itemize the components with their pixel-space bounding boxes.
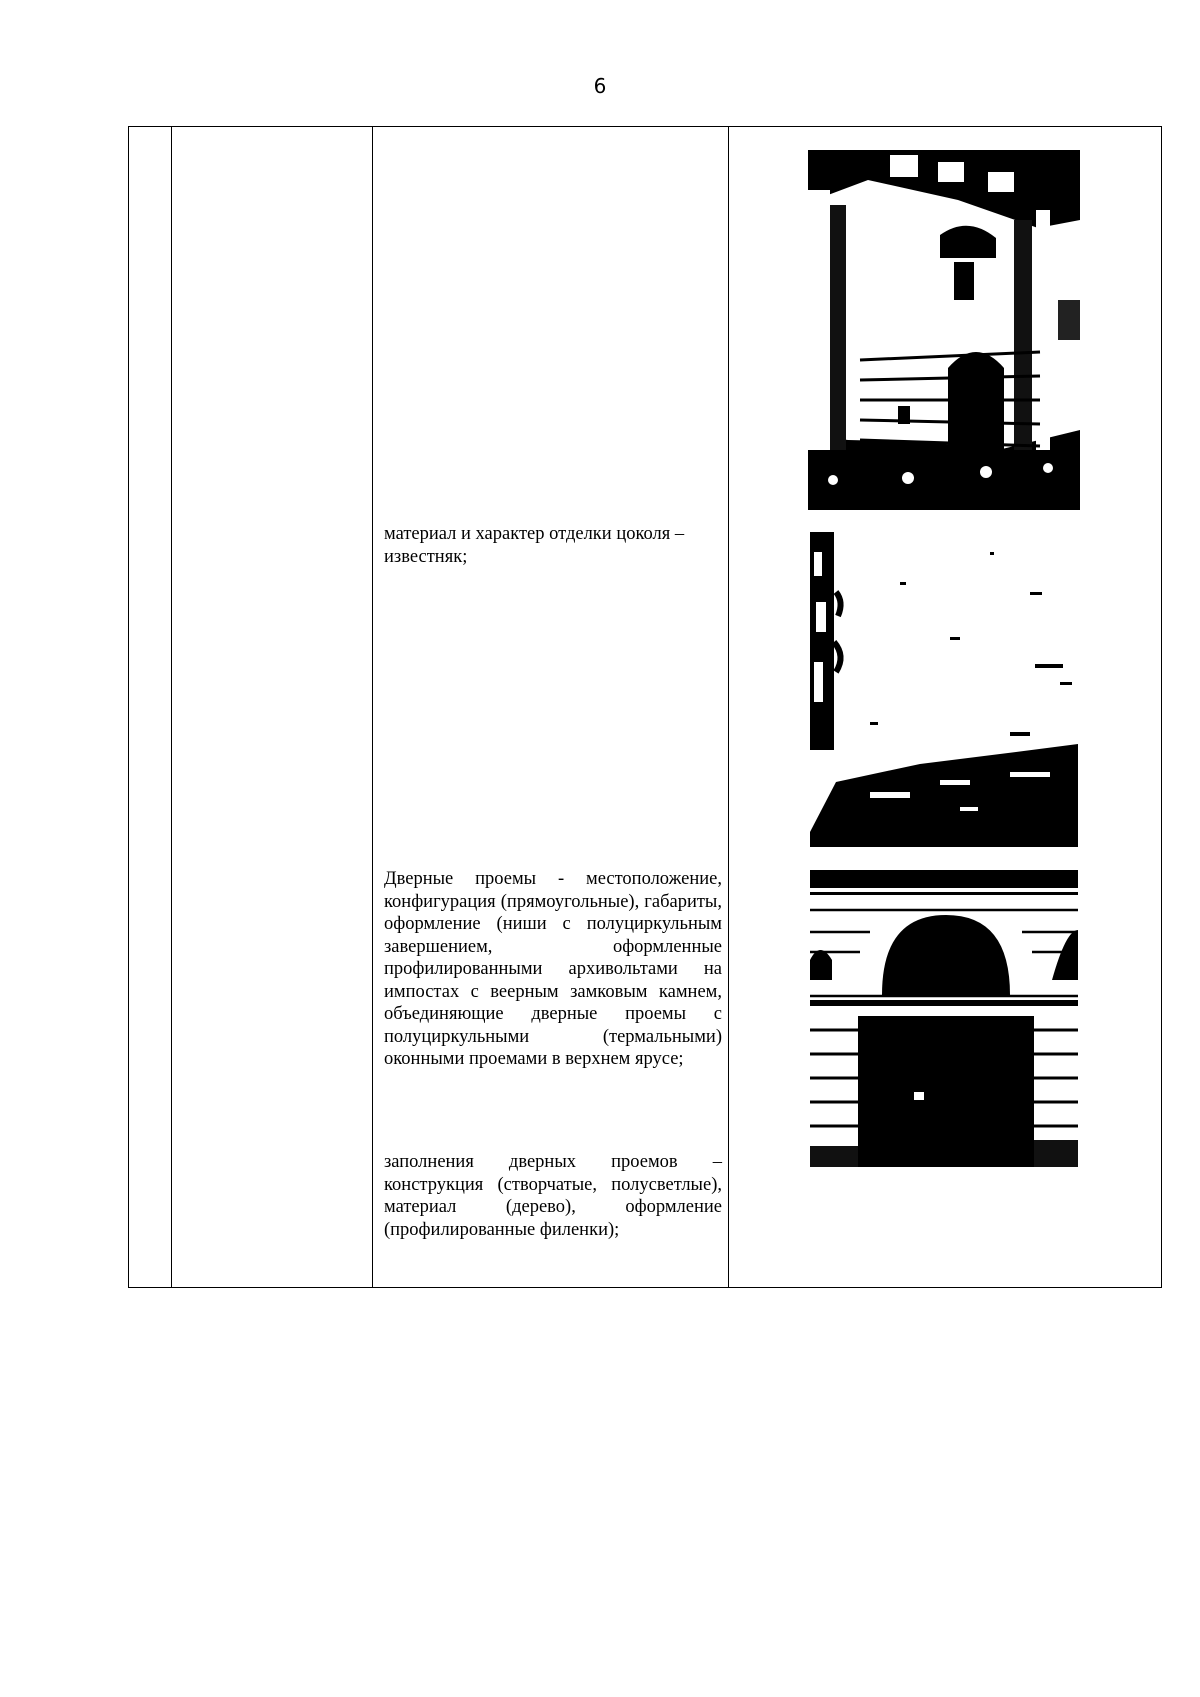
building-corner-photo (808, 150, 1080, 510)
plinth-limestone-photo (810, 532, 1078, 847)
door-openings-description: Дверные проемы - местоположение, конфигурация (прямоугольные), габариты, оформление (ниши с полуциркульным завершением, оформленные профилированными архивольтами на импостах с веерным замковым камнем, объединяющие дверные проемы с полуциркульными (термальными) оконными проемами в верхнем ярусе; (384, 869, 722, 1069)
column-divider (728, 126, 729, 1288)
door-fillings-description: заполнения дверных проемов – конструкция (створчатые, полусветлые), материал (дерево), оформление (профилированные филенки); (384, 1152, 722, 1240)
page-number: 6 (593, 74, 607, 98)
plinth-description: материал и характер отделки цоколя – известняк; (384, 524, 685, 567)
column-divider (372, 126, 373, 1288)
arched-doorway-photo (810, 870, 1078, 1167)
column-divider (171, 126, 172, 1288)
